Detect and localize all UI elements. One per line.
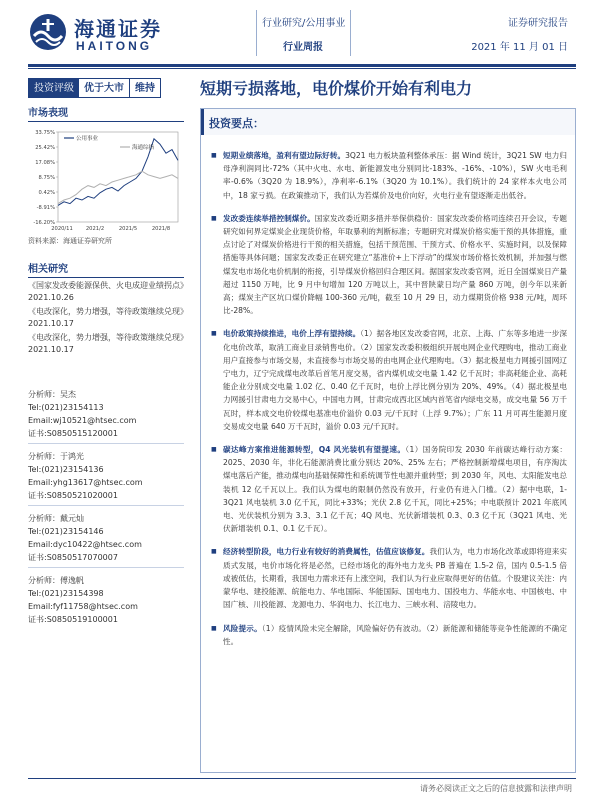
key-point-text: 国家发改委近期多措并举保供稳价：国家发改委价格司连续召开会议，专题研究如何界定煤炭企业现货价格，年取暴利的判断标准；专题研究对煤炭价格实施干预的具体措施，重点讨论了对煤炭价格进行干预的相关措施，包括干预范围、干预方式、价格水平、实施时间，以及保障措施等具体问题；国家发改委正在研究建立“基准价+上下浮动”的煤炭市场价格长效机制，并加强与燃煤发电市场化电价机制的衔接，引导煤炭价格回归合理区间。据国家发改委官网，近日全国煤炭日产量超过 1150 万吨，比 9 月中旬增加 120 万吨以上，其中晋陕蒙日均产量 860 万吨，创今年以来新高；煤炭主产区坑口煤价降幅 100-360 元/吨，截至 10 月 29 日，动力煤期货价格 938 元/吨，周环比-28%。 — [223, 213, 567, 316]
series-line — [58, 139, 178, 206]
key-point-lead: 发改委连续举措控制煤价。 — [223, 213, 315, 223]
key-point — [211, 212, 567, 318]
key-point — [211, 327, 567, 433]
company-logo — [28, 12, 178, 56]
header-divider — [350, 10, 351, 56]
analyst-email[interactable]: Email:wj10521@htsec.com — [28, 416, 137, 425]
analyst-tel: Tel:(021)23154146 — [28, 527, 104, 536]
key-points-accent — [201, 109, 204, 135]
related-item[interactable]: 《国家发改委能源保供、火电成迎业绩拐点》2021.10.26 — [28, 281, 184, 302]
header-rule-thin — [28, 68, 576, 69]
industry-category: 行业研究/公用事业 — [262, 18, 346, 29]
related-item[interactable]: 《电改深化，势力增强，等待政策继续兑现》2021.10.17 — [28, 333, 184, 354]
analyst-cert: 证书:S0850515120001 — [28, 429, 118, 438]
key-point — [211, 149, 567, 202]
footer-rule — [28, 778, 576, 779]
related-item[interactable]: 《电改深化，势力增强，等待政策继续兑现》2021.10.17 — [28, 307, 184, 328]
key-point — [211, 443, 567, 535]
key-point-text: （1）疫情风险未完全解除，风险偏好仍有波动。（2）新能源和储能等竞争性能源的不确定性。 — [223, 623, 568, 646]
key-point-lead: 短期业绩落地，盈利有望边际好转。 — [223, 151, 346, 160]
related-research — [28, 260, 184, 356]
analyst-cert: 证书:S0850521020001 — [28, 491, 118, 500]
report-kind: 行业周报 — [283, 42, 323, 53]
key-point-text: （1）国务院印发 2030 年前碳达峰行动方案：2025、2030 年，非化石能源消费比重分别达 20%、25% 左右；严格控制新增煤电项目，有序淘汰煤电落后产能，推动煤电向基础保障性和系统调节性电源并重转型；到 2030 年，风电、太阳能发电总装机 12 亿千瓦以上。我们认为煤电的限制仍然没有放开，行业仍有进入门槛。（2）据中电联，1-3Q21 风电装机 3.0 亿千瓦，同比+33%；光伏 2.8 亿千瓦，同比+25%；中电联预计 2021 年底风电、光伏装机分别为 3.3、3.1 亿千瓦；4Q 风电、光伏新增装机 0.3、0.3 亿千瓦（3Q21 风电、光伏新增装机 0.1、0.1 亿千瓦）。 — [223, 445, 567, 534]
analyst-cert: 证书:S0850519100001 — [28, 615, 118, 624]
report-title: 短期亏损落地，电价煤价开始有利电力 — [200, 79, 473, 98]
footer-disclaimer: 请务必阅读正文之后的信息披露和法律声明 — [420, 784, 572, 793]
analyst-name: 分析师：吴杰 — [28, 390, 76, 399]
key-point-text: 我们认为，电力市场化改革或即将迎来实质式发展，电价市场化将是必然，已经市场化的海外电力龙头 PB 普遍在 1.5-2 倍，国内 0.5-1.5 倍或被低估，长期看，我国电力需求还有上涨空间，我们认为行业应取得更好的估值。个股建议关注：内蒙华电、建投能源、皖能电力、华电国际、华能国际、国电电力、国投电力、华能水电、中国核电、中国广核、川投能源、龙源电力、华润电力、长江电力、三峡水利、涪陵电力。 — [223, 547, 568, 610]
y-tick-label: 33.75% — [35, 130, 55, 136]
analyst-tel: Tel:(021)23154113 — [28, 403, 104, 412]
header-rule — [28, 64, 576, 67]
key-point-text: 3Q21 电力板块盈利整体承压：据 Wind 统计，3Q21 SW 电力归母净利润同比-72%（其中火电、水电、新能源发电分别同比-183%、-16%、-10%），SW 火电毛利率-0.6%（3Q20 为 18.9%），净利率-6.1%（3Q20 为 10.1%）。我们统计的 24 家样本火电公司中，18 家亏损。在政策推动下，我们认为若煤价及电价向好，火电行业有望逐渐走出低谷。 — [223, 151, 567, 200]
legend-label: 公用事业 — [76, 136, 99, 142]
report-date: 2021 年 11 月 01 日 — [471, 42, 568, 53]
key-point-lead: 电价政策持续推进，电价上浮有望持续。 — [223, 329, 361, 339]
analyst-tel: Tel:(021)23154136 — [28, 465, 104, 474]
key-points-list — [211, 149, 567, 658]
chart-frame — [58, 132, 178, 222]
x-tick-label: 2021/2 — [85, 226, 105, 232]
analyst-card — [28, 574, 184, 626]
divider — [28, 567, 184, 568]
x-tick-label: 2020/11 — [51, 226, 73, 232]
analyst-name: 分析师：傅逸帆 — [28, 576, 84, 585]
market-performance-chart — [28, 126, 184, 238]
key-points-header — [201, 109, 575, 135]
y-tick-label: 0.42% — [38, 190, 55, 196]
y-tick-label: 17.08% — [35, 160, 55, 166]
logo-en-text: HAITONG — [76, 39, 153, 53]
key-point — [211, 622, 567, 648]
key-points-panel — [200, 108, 576, 773]
analyst-card — [28, 450, 184, 506]
analyst-name: 分析师：戴元灿 — [28, 514, 84, 523]
key-points-title: 投资要点： — [209, 117, 264, 130]
logo-cn-text: 海通证券 — [74, 17, 162, 41]
analyst-card — [28, 388, 184, 444]
analyst-card — [28, 512, 184, 568]
key-point — [211, 545, 567, 611]
key-point-lead: 经济转型阶段，电力行业有较好的消费属性，估值应该修复。 — [223, 547, 430, 557]
x-tick-label: 2021/5 — [118, 226, 138, 232]
investment-rating — [28, 78, 161, 98]
analyst-name: 分析师：于鸿光 — [28, 452, 84, 461]
y-tick-label: 25.42% — [35, 145, 55, 151]
left-sidebar — [28, 104, 184, 624]
key-point-lead: 碳达峰方案推进能源转型，Q4 风光装机有望提速。 — [223, 445, 406, 455]
rating-label: 投资评级 — [29, 79, 79, 97]
y-tick-label: -16.20% — [33, 220, 55, 226]
chart-svg — [28, 126, 184, 238]
y-tick-label: -8.91% — [36, 205, 55, 211]
analyst-email[interactable]: Email:dyc10422@htsec.com — [28, 540, 142, 549]
x-tick-label: 2021/8 — [151, 226, 171, 232]
analyst-cert: 证书:S0850517070007 — [28, 553, 118, 562]
legend-label: 海通综指 — [132, 145, 155, 151]
haitong-logo-icon — [28, 12, 68, 52]
divider — [28, 505, 184, 506]
y-tick-label: 8.75% — [38, 175, 55, 181]
report-type: 证券研究报告 — [508, 18, 568, 29]
analyst-list — [28, 388, 184, 632]
analyst-email[interactable]: Email:fyf11758@htsec.com — [28, 602, 138, 611]
analyst-email[interactable]: Email:yhg13617@htsec.com — [28, 478, 143, 487]
divider — [28, 443, 184, 444]
report-header — [0, 0, 600, 78]
rating-value: 优于大市 — [79, 79, 130, 97]
header-divider — [256, 10, 257, 56]
analyst-tel: Tel:(021)23154398 — [28, 589, 104, 598]
key-point-text: （1）据各地区发改委官网，北京、上海、广东等多地进一步深化电价改革，取消工商业目录销售电价。（2）国家发改委积极组织开展电网企业代理购电，推动工商业用户直接参与市场交易，未直接参与市场交易的由电网企业代理购电。（3）据北极星电力网援引国网辽宁电力，辽宁完成煤电改革后首笔月度交易，省内煤机成交电量 1.42 亿千瓦时；非高耗能企业、高耗能企业分别成交电量 1.02 亿、0.40 亿千瓦时，电价上浮比例分别为 20%、49%。（4）据北极星电力网援引甘肃电力交易中心，中国电力网，甘肃完成西北区域内首笔省内绿电交易，成交电量 56 万千瓦时，样本成交电价较煤电基准电价溢价 0.03 元/千瓦时（上浮 9.7%）；广东 11 月可再生能源月度交易成交电量 640 万千瓦时，溢价 0.03 元/千瓦时。 — [223, 329, 567, 431]
chart-source: 资料来源：海通证券研究所 — [28, 237, 112, 245]
related-research-title: 相关研究 — [28, 260, 184, 278]
market-performance-title: 市场表现 — [28, 104, 184, 122]
rating-action: 维持 — [130, 79, 160, 97]
key-point-lead: 风险提示。 — [223, 623, 262, 633]
